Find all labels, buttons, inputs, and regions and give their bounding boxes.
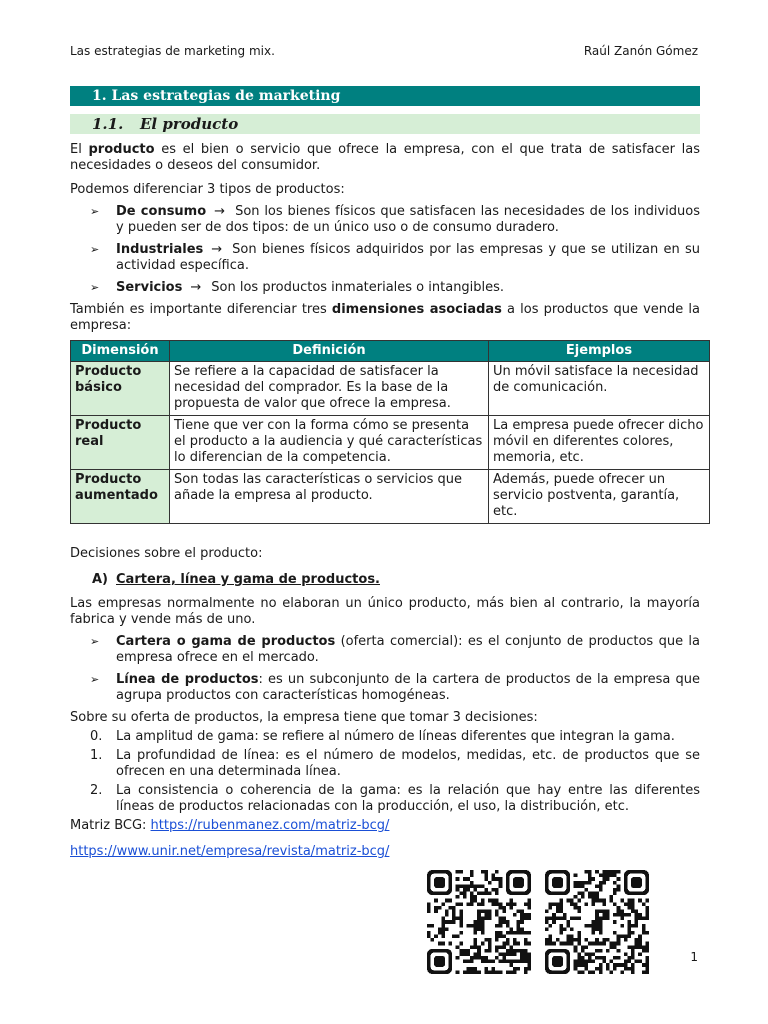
definitions-list [70,634,700,704]
decisions-intro: Decisiones sobre el producto: [70,546,263,561]
paragraph-a: Las empresas normalmente no elaboran un único producto, más bien al contrario, la mayoría fabrica y vende más de uno. [70,596,700,627]
arrowhead-bullet-icon: ➢ [90,281,100,294]
table-row [71,470,710,524]
arrowhead-bullet-icon: ➢ [90,673,100,686]
list-item: ➢ De consumo → Son los bienes físicos que satisfacen las necesidades de los individuos y pueden ser de dos tipos: de un único uso o de consumo duradero. [90,204,701,235]
dimension-cell: Producto aumentado [71,470,170,524]
section-heading-1 [70,86,700,106]
column-header: Dimensión [71,341,170,362]
example-cell: La empresa puede ofrecer dicho móvil en diferentes colores, memoria, etc. [489,416,710,470]
list-item: 1. La profundidad de línea: es el número de modelos, medidas, etc. de productos que se ofrecen en una determinada línea. [90,748,700,779]
subsection-a-heading: A) Cartera, línea y gama de productos. [92,572,380,587]
list-item: ➢ Industriales → Son bienes físicos adquiridos por las empresas y que se utilizan en su actividad específica. [90,242,700,273]
bcg-links: Matriz BCG: https://rubenmanez.com/matriz-bcg/ [70,818,390,833]
bcg-link-unir[interactable]: https://www.unir.net/empresa/revista/matriz-bcg/ [70,844,390,859]
qr-code-icon [427,870,531,974]
bcg-link-line-2 [70,844,700,860]
list-item: 2. La consistencia o coherencia de la gama: es la relación que hay entre las diferentes líneas de productos relacionadas con la producción, el uso, la distribución, etc. [90,783,700,814]
offer-intro: Sobre su oferta de productos, la empresa tiene que tomar 3 decisiones: [70,710,538,725]
arrowhead-bullet-icon: ➢ [90,243,100,256]
header-author: Raúl Zanón Gómez [583,44,698,58]
dimensions-intro: También es importante diferenciar tres dimensiones asociadas a los productos que vende la empresa: [70,302,700,333]
decisions-list [70,729,700,815]
page-number: 1 [690,950,698,964]
dimensions-table [70,340,710,524]
list-item: ➢ Línea de productos: es un subconjunto de la cartera de productos de la empresa que agrupa productos con características homogéneas. [90,672,700,703]
table-header-row [71,341,710,362]
list-item: ➢ Servicios → Son los productos inmateriales o intangibles. [90,280,505,295]
header-title: Las estrategias de marketing mix. [70,44,275,58]
qr-code-icon [545,870,649,974]
right-arrow-icon: → [214,204,226,219]
column-header: Definición [170,341,489,362]
table-row [71,416,710,470]
page-content [70,86,704,860]
section-number: 1. [92,88,107,104]
subsection-title: El producto [140,115,239,133]
intro-paragraph: El producto es el bien o servicio que ofrece la empresa, con el que trata de satisfacer las necesidades o deseos del consumidor. [70,142,700,173]
list-item: ➢ Cartera o gama de productos (oferta comercial): es el conjunto de productos que la empresa ofrece en el mercado. [90,634,701,665]
right-arrow-icon: → [190,280,202,295]
arrowhead-bullet-icon: ➢ [90,635,100,648]
types-intro: Podemos diferenciar 3 tipos de productos: [70,182,345,197]
section-title: Las estrategias de marketing [111,88,341,104]
product-types-list [70,204,700,296]
arrowhead-bullet-icon: ➢ [90,205,100,218]
example-cell: Además, puede ofrecer un servicio postventa, garantía, etc. [489,470,710,524]
subsection-number: 1.1. [92,115,124,133]
definition-cell: Se refiere a la capacidad de satisfacer la necesidad del comprador. Es la base de la propuesta de valor que ofrece la empresa. [170,362,489,416]
section-heading-1-1 [70,114,700,134]
table-row [71,362,710,416]
example-cell: Un móvil satisface la necesidad de comunicación. [489,362,710,416]
definition-cell: Son todas las características o servicios que añade la empresa al producto. [170,470,489,524]
column-header: Ejemplos [489,341,710,362]
dimension-cell: Producto básico [71,362,170,416]
right-arrow-icon: → [211,242,223,257]
list-item: 0. La amplitud de gama: se refiere al número de líneas diferentes que integran la gama. [90,729,675,744]
bcg-link-rubenmanez[interactable]: https://rubenmanez.com/matriz-bcg/ [150,818,390,833]
definition-cell: Tiene que ver con la forma cómo se presenta el producto a la audiencia y qué características lo diferencian de la competencia. [170,416,489,470]
page-header [70,44,698,58]
dimension-cell: Producto real [71,416,170,470]
